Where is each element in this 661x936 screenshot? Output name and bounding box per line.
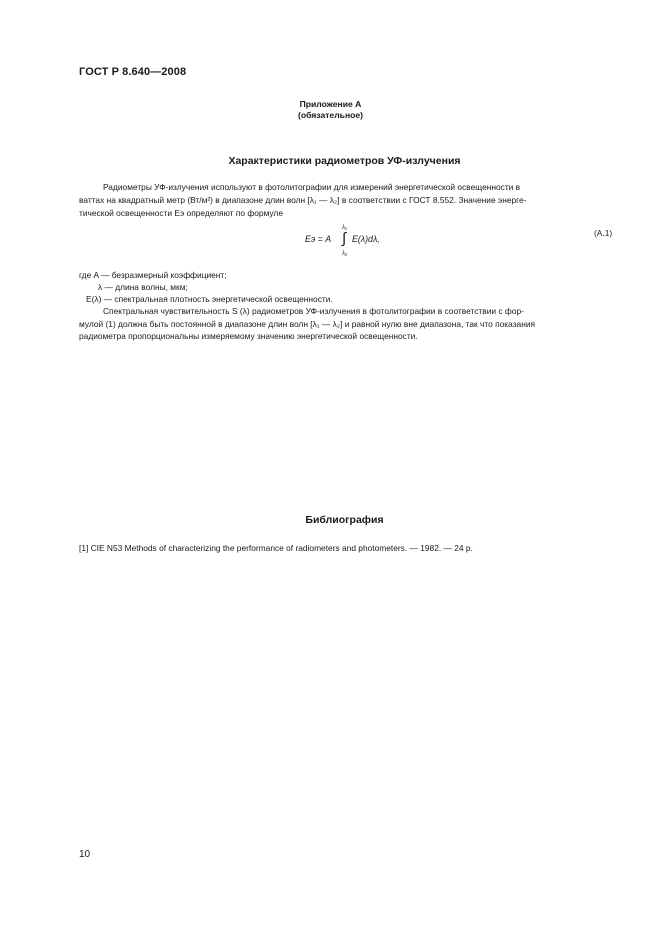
page-number: 10	[79, 849, 91, 860]
annex-title: Приложение А	[299, 99, 362, 109]
where-line-1: где A — безразмерный коэффициент;	[79, 270, 227, 280]
closing-line-1: Спектральная чувствительность S (λ) радиометров УФ-излучения в фотолитографии в соответствии с фор-	[103, 306, 524, 316]
formula-integrand: E(λ)dλ,	[352, 234, 380, 244]
bibliography-heading: Библиография	[305, 514, 384, 526]
formula-lower-limit: λ₂	[342, 251, 348, 257]
formula-lhs: Eэ = A	[305, 234, 332, 244]
where-line-3: E(λ) — спектральная плотность энергетической освещенности.	[86, 294, 333, 304]
intro-line-3: тической освещенности Eэ определяют по формуле	[79, 208, 283, 218]
standard-header: ГОСТ Р 8.640—2008	[79, 66, 187, 78]
intro-line-1: Радиометры УФ-излучения используют в фотолитографии для измерений энергетической освещенности в	[103, 182, 521, 192]
where-line-2: λ — длина волны, мкм;	[98, 282, 188, 292]
bibliography-entry: [1] CIE N53 Methods of characterizing the performance of radiometers and photometers. — 1982. — 24 p.	[79, 543, 473, 553]
formula-number: (А.1)	[594, 228, 613, 238]
section-heading: Характеристики радиометров УФ-излучения	[228, 155, 461, 167]
annex-subtitle: (обязательное)	[297, 110, 364, 120]
formula-upper-limit: λ₁	[342, 225, 347, 231]
closing-line-2: мулой (1) должна быть постоянной в диапазоне длин волн [λ₁ — λ₂] и равной нулю вне диапазона, так что показания	[79, 319, 536, 329]
intro-line-2: ваттах на квадратный метр (Вт/м²) в диапазоне длин волн [λ₁ — λ₂] в соответствии с ГОСТ 8.552. Значение энерге-	[79, 195, 527, 205]
closing-line-3: радиометра пропорциональны измеряемому значению энергетической освещенности.	[79, 331, 418, 341]
integral-sign: ∫	[342, 230, 347, 247]
